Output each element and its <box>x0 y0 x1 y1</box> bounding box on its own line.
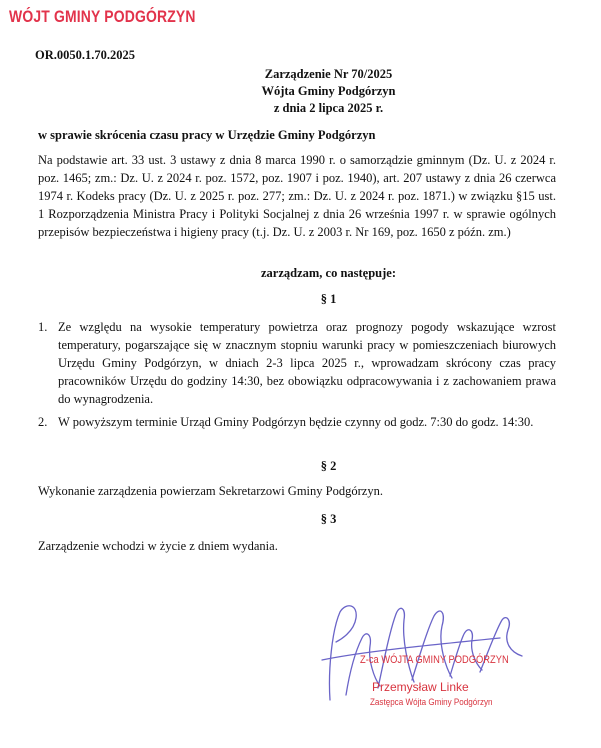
list-item <box>38 413 556 431</box>
document-subject: w sprawie skrócenia czasu pracy w Urzędzie Gminy Podgórzyn <box>38 128 376 142</box>
section-2-heading-text: § 2 <box>320 459 337 473</box>
signature-stroke <box>329 606 356 700</box>
list-item <box>38 318 556 408</box>
decree-heading-text: zarządzam, co następuje: <box>260 266 397 280</box>
signature-stroke <box>378 608 414 688</box>
list-item-text: W powyższym terminie Urząd Gminy Podgórzyn będzie czynny od godz. 7:30 do godz. 14:30. <box>58 415 534 429</box>
section-1-heading <box>0 292 601 307</box>
list-item-text: Ze względu na wysokie temperatury powietrza oraz prognozy pogody wskazujące wzrost temperatury, pogarszające się w znacznym stopniu warunki pracy w pomieszczeniach biurowych Urzędu Gminy Podgórzyn, w dniach 2-3 lipca 2025 r., wprowadzam skrócony czas pracy pracowników Urzędu do godziny 14:30, bez obowiązku odpracowywania i z zachowaniem prawa do wynagrodzenia. <box>58 320 556 406</box>
decree-heading <box>0 266 601 281</box>
section-2-text: Wykonanie zarządzenia powierzam Sekretarzowi Gminy Podgórzyn. <box>38 484 383 498</box>
letterhead: WÓJT GMINY PODGÓRZYN <box>9 7 196 26</box>
section-1-heading-text: § 1 <box>320 292 337 306</box>
list-item-number: 2. <box>38 415 48 429</box>
stamp-role: Zastępca Wójta Gminy Podgórzyn <box>370 697 493 708</box>
legal-basis-paragraph: Na podstawie art. 33 ust. 3 ustawy z dnia 8 marca 1990 r. o samorządzie gminnym (Dz. U. z 2024 r. poz. 1465; zm.: Dz. U. z 2024 r. poz. 1572, poz. 1907 i poz. 1940), art. 207 ustawy z dnia 26 czerwca 1974 r. Kodeks pracy (Dz. U. z 2025 r. poz. 277; zm.: Dz. U. z 2024 r. poz. 1871.) w związku §15 ust. 1 Rozporządzenia Ministra Pracy i Polityki Socjalnej z dnia 26 września 1997 r. w sprawie ogólnych przepisów bezpieczeństwa i higieny pracy (t.j. Dz. U. z 2003 r. Nr 169, poz. 1650 z późn. zm.) <box>38 153 556 239</box>
section-3-heading <box>0 512 601 527</box>
stamp-title: Z-ca WÓJTA GMINY PODGÓRZYN <box>360 654 509 666</box>
section-3-text: Zarządzenie wchodzi w życie z dniem wydania. <box>38 539 278 553</box>
title-line-date: z dnia 2 lipca 2025 r. <box>273 101 384 115</box>
stamp-name: Przemysław Linke <box>372 680 469 694</box>
section-3-heading-text: § 3 <box>320 512 337 526</box>
title-line-decree-number: Zarządzenie Nr 70/2025 <box>264 67 393 81</box>
document-title <box>0 66 601 117</box>
title-line-issuer: Wójta Gminy Podgórzyn <box>261 84 396 98</box>
list-item-number: 1. <box>38 320 48 334</box>
section-2-heading <box>0 459 601 474</box>
document-reference-number: OR.0050.1.70.2025 <box>35 48 135 62</box>
signature-stroke <box>450 630 482 676</box>
